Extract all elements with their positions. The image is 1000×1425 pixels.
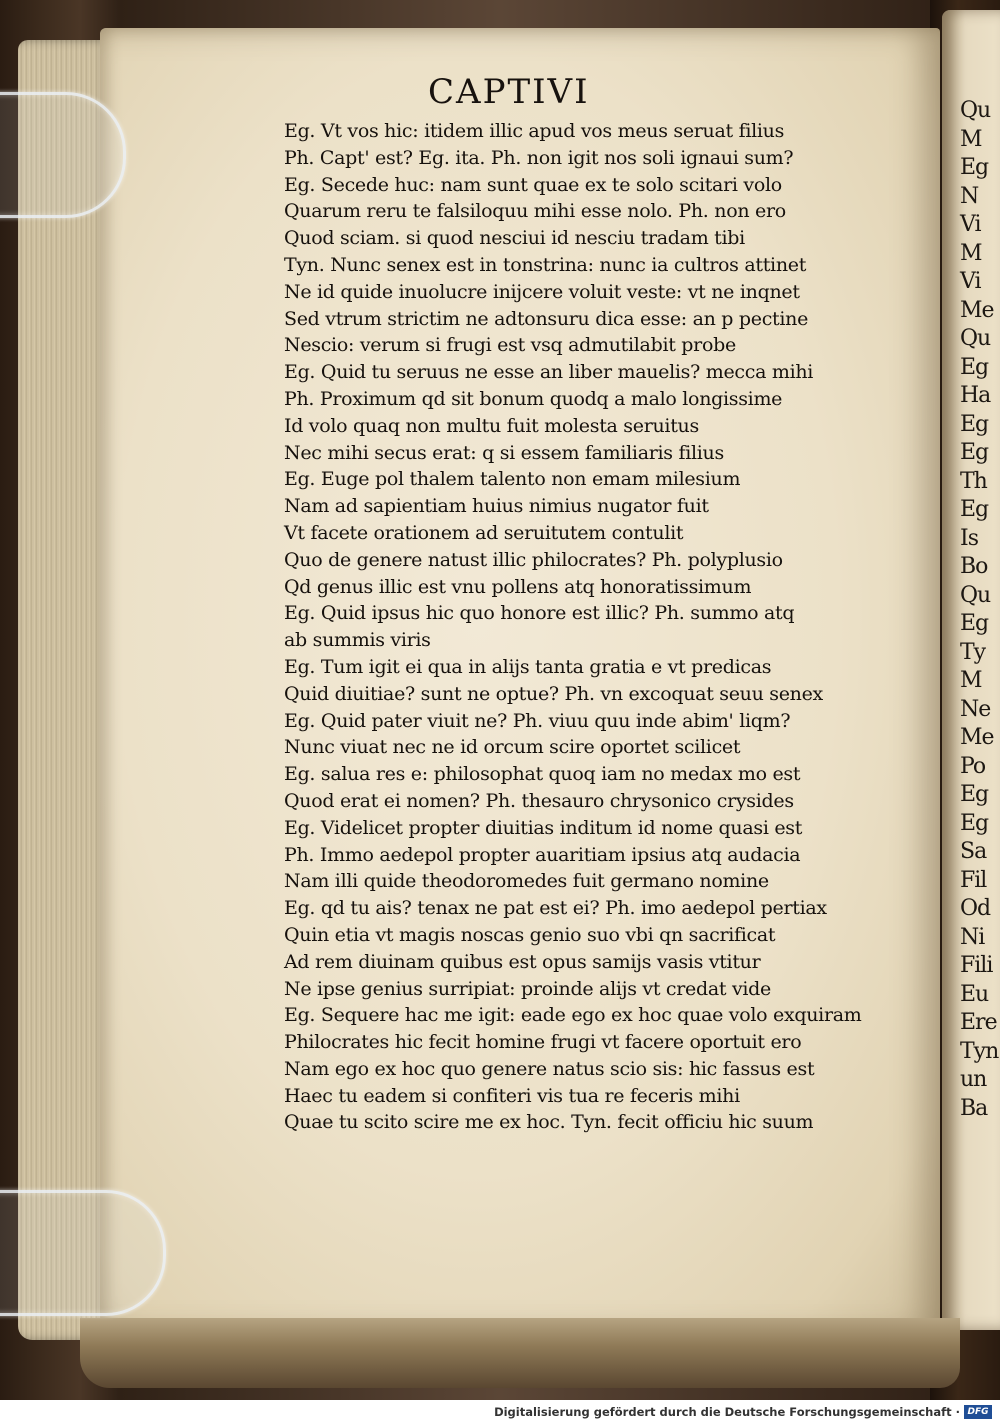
text-line: Eg. Euge pol thalem talento non emam milesium <box>284 468 741 491</box>
facing-page-line: Ty <box>960 639 986 665</box>
text-line: Ph. Immo aedepol propter auaritiam ipsius atq audacia <box>284 843 801 866</box>
facing-page-line: un <box>960 1067 987 1092</box>
text-line: Eg. Secede huc: nam sunt quae ex te solo scitari volo <box>284 173 782 196</box>
text-line: Sed vtrum strictim ne adtonsuru dica esse: an p pectine <box>284 307 809 330</box>
text-line: Eg. Videlicet propter diuitias inditum id nome quasi est <box>284 816 803 839</box>
facing-page-line: Tyn <box>960 1038 999 1064</box>
text-line: Eg. Tum igit ei qua in alijs tanta gratia e vt predicas <box>284 655 772 678</box>
facing-page-line: N <box>960 183 979 209</box>
glass-clip-bottom <box>0 1190 166 1316</box>
facing-page-line: Od <box>960 896 991 921</box>
facing-page-line: Eg <box>960 155 989 180</box>
facing-page-line: Vi <box>960 269 981 294</box>
facing-page-line: Vi <box>960 212 981 237</box>
text-line: Ph. Capt' est? Eg. ita. Ph. non igit nos soli ignaui sum? <box>284 146 794 169</box>
text-line: Nec mihi secus erat: q si essem familiaris filius <box>284 441 724 464</box>
text-line: Nam ego ex hoc quo genere natus scio sis: hic fassus est <box>284 1057 815 1080</box>
text-line: Id volo quaq non multu fuit molesta seruitus <box>284 414 699 437</box>
text-line: Philocrates hic fecit homine frugi vt facere oportuit ero <box>284 1031 802 1054</box>
facing-page-line: Eg <box>960 440 989 465</box>
text-line: Quod erat ei nomen? Ph. thesauro chrysonico crysides <box>284 789 794 812</box>
text-line: Vt facete orationem ad seruitutem contulit <box>284 521 684 544</box>
facing-page <box>942 10 1000 1330</box>
facing-page-line: Th <box>960 468 987 494</box>
text-line: Ph. Proximum qd sit bonum quodq a malo longissime <box>284 387 783 410</box>
facing-page-line: Sa <box>960 839 987 864</box>
facing-page-line: Eg <box>960 497 989 522</box>
text-line: Quin etia vt magis noscas genio suo vbi qn sacrificat <box>284 923 776 946</box>
text-line: Nam illi quide theodoromedes fuit germano nomine <box>284 870 769 893</box>
text-line: Quae tu scito scire me ex hoc. Tyn. fecit officiu hic suum <box>284 1111 814 1134</box>
facing-page-line: Qu <box>960 326 991 351</box>
facing-page-line: Eu <box>960 981 989 1007</box>
facing-page-line: Me <box>960 297 994 323</box>
text-line: Quo de genere natust illic philocrates? Ph. polyplusio <box>284 548 783 571</box>
facing-page-line: Is <box>960 525 978 551</box>
text-line: Nescio: verum si frugi est vsq admutilabit probe <box>284 334 736 357</box>
text-line: Eg. Quid pater viuit ne? Ph. viuu quu inde abim' liqm? <box>284 709 791 732</box>
text-line: Eg. Sequere hac me igit: eade ego ex hoc quae volo exquiram <box>284 1004 862 1027</box>
page-stack-edge <box>18 40 110 1340</box>
running-head: CAPTIVI <box>428 72 590 112</box>
text-line: Eg. Quid tu seruus ne esse an liber mauelis? mecca mihi <box>284 361 814 384</box>
book-bottom-edge <box>80 1318 960 1388</box>
facing-page-line: Eg <box>960 810 989 836</box>
footer-credit: Digitalisierung gefördert durch die Deutsche Forschungsgemeinschaft · <box>494 1405 960 1419</box>
facing-page-line: M <box>960 240 982 266</box>
facing-page-line: Qu <box>960 582 991 608</box>
facing-page-line: Eg <box>960 411 989 437</box>
dfg-logo: DFG <box>964 1405 992 1419</box>
facing-page-line: Bo <box>960 554 988 579</box>
facing-page-line: M <box>960 126 982 152</box>
facing-page-line: Po <box>960 753 986 779</box>
text-line: ab summis viris <box>284 629 431 652</box>
text-block <box>284 118 884 1136</box>
text-line: Haec tu eadem si confiteri vis tua re feceris mihi <box>284 1084 740 1107</box>
glass-clip-top <box>0 92 126 218</box>
text-line: Quarum reru te falsiloquu mihi esse nolo. Ph. non ero <box>284 200 786 223</box>
text-line: Tyn. Nunc senex est in tonstrina: nunc ia cultros attinet <box>284 253 807 276</box>
text-line: Ad rem diuinam quibus est opus samijs vasis vtitur <box>284 950 761 973</box>
facing-page-line: Ni <box>960 924 985 950</box>
text-line: Eg. salua res e: philosophat quoq iam no medax mo est <box>284 763 801 786</box>
facing-page-line: Eg <box>960 782 989 807</box>
facing-page-line: Fili <box>960 953 993 978</box>
facing-page-line: Qu <box>960 98 991 123</box>
footer-bar <box>0 1400 1000 1425</box>
text-line: Quod sciam. si quod nesciui id nesciu tradam tibi <box>284 227 745 250</box>
text-line: Qd genus illic est vnu pollens atq honoratissimum <box>284 575 752 598</box>
text-line: Eg. Vt vos hic: itidem illic apud vos meus seruat filius <box>284 120 785 142</box>
text-line: Nunc viuat nec ne id orcum scire oportet scilicet <box>284 736 741 759</box>
facing-page-line: Eg <box>960 354 989 380</box>
facing-page-line: Ha <box>960 383 991 408</box>
text-line: Nam ad sapientiam huius nimius nugator fuit <box>284 495 709 518</box>
text-line: Eg. qd tu ais? tenax ne pat est ei? Ph. imo aedepol pertiax <box>284 897 827 920</box>
facing-page-line: Ne <box>960 696 991 722</box>
text-line: Ne id quide inuolucre inijcere voluit veste: vt ne inqnet <box>284 280 800 303</box>
facing-page-line: Me <box>960 725 994 750</box>
facing-page-line: Eg <box>960 611 989 636</box>
facing-page-line: M <box>960 668 982 693</box>
facing-page-line: Fil <box>960 867 987 893</box>
facing-page-line: Ere <box>960 1010 997 1035</box>
facing-page-line: Ba <box>960 1095 988 1121</box>
text-line: Quid diuitiae? sunt ne optue? Ph. vn excoquat seuu senex <box>284 682 823 705</box>
text-line: Eg. Quid ipsus hic quo honore est illic? Ph. summo atq <box>284 602 795 625</box>
text-line: Ne ipse genius surripiat: proinde alijs vt credat vide <box>284 977 771 1000</box>
